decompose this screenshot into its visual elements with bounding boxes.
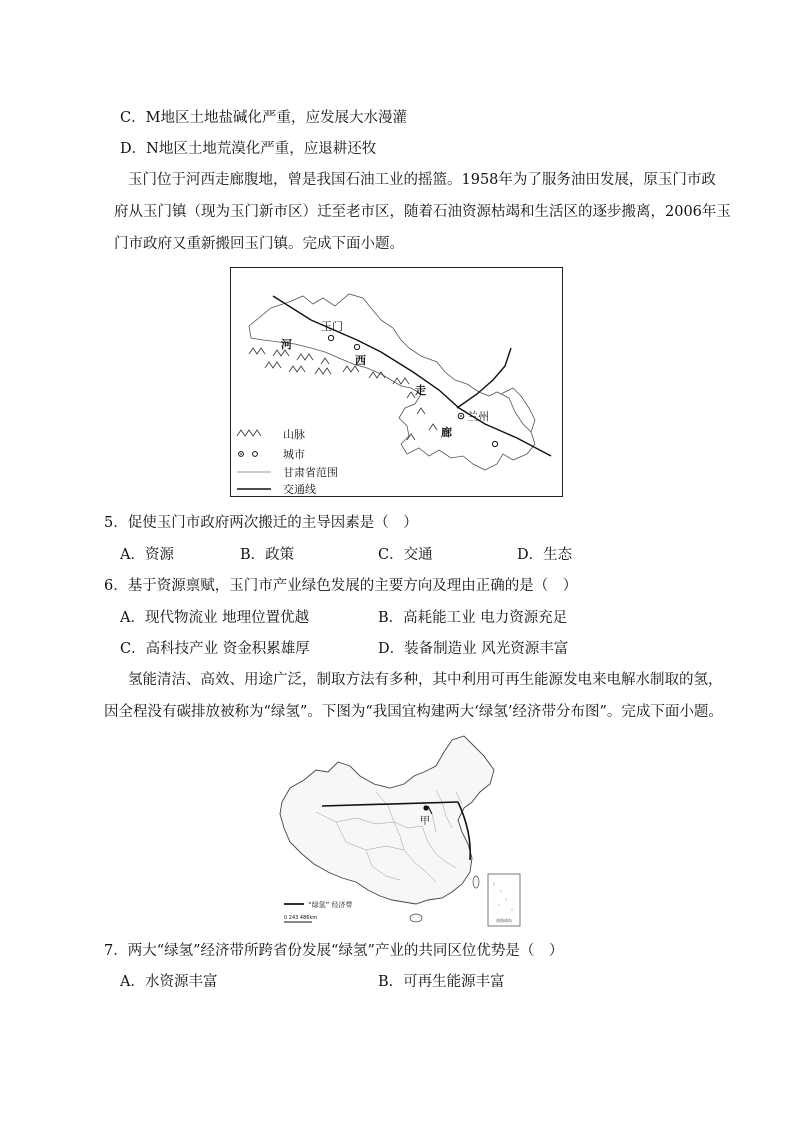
label-he: 河 <box>281 338 292 351</box>
passage1-line2: 府从玉门镇（现为玉门新市区）迁至老市区，随着石油资源枯竭和生活区的逐步搬离，2006年玉 <box>114 204 731 220</box>
yumen-city-marker <box>328 335 333 340</box>
legend-boundary: 甘肃省范围 <box>283 466 338 479</box>
legend-mountain: 山脉 <box>283 428 305 441</box>
q7-option-b: B．可再生能源丰富 <box>378 974 505 990</box>
passage2-line2: 因全程没有碳排放被称为“绿氢”。下图为“我国宜构建两大‘绿氢’经济带分布图”。完成下面小题。 <box>104 704 723 720</box>
q5-option-b: B．政策 <box>240 547 295 563</box>
q6-option-c: C．高科技产业 资金积累雄厚 <box>120 641 310 657</box>
q5-option-c: C．交通 <box>378 547 433 563</box>
passage1-line1: 玉门位于河西走廊腹地，曾是我国石油工业的摇篮。1958年为了服务油田发展，原玉门市政 <box>128 172 716 188</box>
label-zou: 走 <box>415 384 426 397</box>
map1-legend <box>237 428 338 496</box>
label-xi: 西 <box>355 354 366 367</box>
q7-stem: 7．两大“绿氢”经济带所跨省份发展“绿氢”产业的共同区位优势是（ ） <box>104 943 564 959</box>
q6-option-a: A．现代物流业 地理位置优越 <box>120 610 310 626</box>
legend-city-icon <box>253 452 258 457</box>
china-map-svg <box>276 732 522 930</box>
traffic-line <box>273 296 551 456</box>
legend-mountain-icon <box>237 430 261 436</box>
passage2-line1: 氢能清洁、高效、用途广泛，制取方法有多种，其中利用可再生能源发电来电解水制取的氢， <box>128 672 723 688</box>
option-c: C．M地区土地盐碱化严重，应发展大水漫灌 <box>120 110 407 126</box>
legend-belt: “绿氢” 经济带 <box>308 901 353 909</box>
passage1-line3: 门市政府又重新搬回玉门镇。完成下面小题。 <box>114 236 404 252</box>
china-outline <box>280 736 494 904</box>
q6-option-b: B．高耗能工业 电力资源充足 <box>378 610 568 626</box>
option-d: D．N地区土地荒漠化严重，应退耕还牧 <box>120 141 377 157</box>
q6-stem: 6．基于资源禀赋，玉门市产业绿色发展的主要方向及理由正确的是（ ） <box>104 578 578 594</box>
china-map <box>276 732 522 930</box>
city-marker-jia <box>423 805 428 810</box>
gansu-map <box>230 267 563 497</box>
label-lang: 廊 <box>441 426 452 439</box>
q6-option-d: D．装备制造业 风光资源丰富 <box>378 641 569 657</box>
legend-traffic: 交通线 <box>283 483 316 496</box>
mountain-symbols <box>249 348 437 440</box>
q7-option-a: A．水资源丰富 <box>120 974 218 990</box>
label-lanzhou: 兰州 <box>467 410 489 423</box>
scale-label: 0 243 486km <box>284 915 318 921</box>
inset-label: 南海诸岛 <box>496 918 512 923</box>
gansu-map-svg <box>231 268 562 496</box>
q5-option-d: D．生态 <box>517 547 573 563</box>
q5-stem: 5．促使玉门市政府两次搬迁的主导因素是（ ） <box>104 515 418 531</box>
legend-city: 城市 <box>283 448 305 461</box>
q5-option-a: A．资源 <box>120 547 174 563</box>
label-jia: 甲 <box>420 816 430 827</box>
label-yumen: 玉门 <box>321 320 343 333</box>
